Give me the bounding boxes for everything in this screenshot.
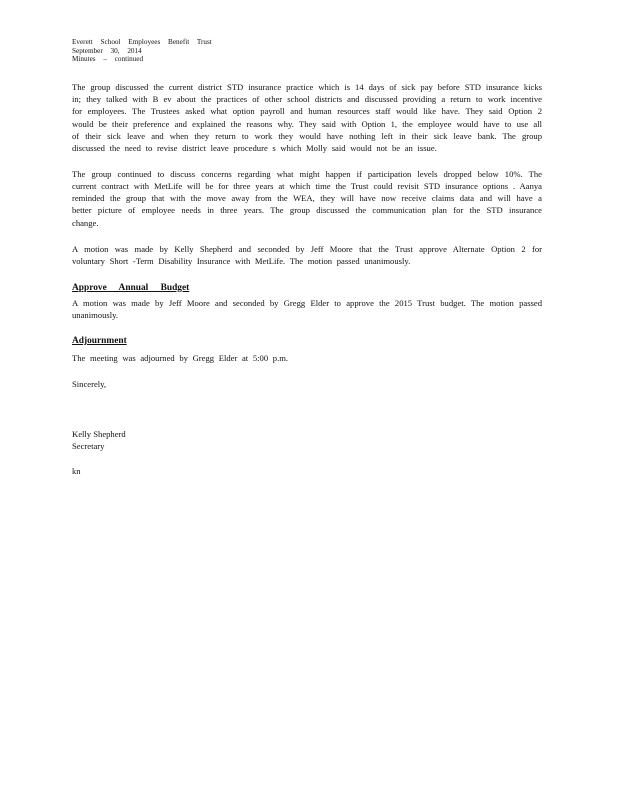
typist-initials: kn [72, 465, 81, 476]
signer-name: Kelly Shepherd [72, 428, 126, 439]
header-date-line: September 30, 2014 [72, 46, 142, 55]
header-minutes-line: Minutes – continued [72, 55, 144, 64]
closing-salutation: Sincerely, [72, 378, 107, 389]
paragraph-adjournment: The meeting was adjourned by Gregg Elder at 5:00 p.m. [72, 353, 289, 364]
document-page [72, 38, 542, 477]
header-org-line: Everett School Employees Benefit Trust [72, 38, 212, 46]
paragraph-motion-std: A motion was made by Kelly Shepherd and seconded by Jeff Moore that the Trust approve Alternate Option 2 for voluntary Short -Term Disability Insurance with MetLife. The motion passed unanimously. [72, 244, 542, 267]
heading-adjournment: Adjournment [72, 336, 127, 347]
signer-title: Secretary [72, 441, 105, 452]
paragraph-std-practice: The group discussed the current district STD insurance practice which is 14 days of sick pay before STD insurance kicks in; they talked with B ev about the practices of other school districts and discussed providing a return to work incentive for employees. The Trustees asked what option payroll and human resources staff would like have. They said Option 2 would be their preference and explained the reasons why. They said with Option 1, the employee would have to use all of their sick leave and when they return to work they would have nothing left in their sick leave bank. The group discussed the need to revise district leave procedure s which Molly said would not be an issue. [72, 81, 542, 154]
paragraph-participation: The group continued to discuss concerns regarding what might happen if participation levels dropped below 10%. The current contract with MetLife will be for three years at which time the Trust could revisit STD insurance options . Aanya reminded the group that with the move away from the WEA, they will have now receive claims data and will have a better picture of employee needs in three years. The group discussed the communication plan for the STD insurance change. [72, 168, 542, 228]
paragraph-budget-motion: A motion was made by Jeff Moore and seconded by Gregg Elder to approve the 2015 Trust budget. The motion passed unanimously. [72, 297, 542, 320]
signature-block [72, 428, 542, 453]
heading-approve-budget: Approve Annual Budget [72, 282, 190, 293]
document-header [72, 38, 542, 64]
